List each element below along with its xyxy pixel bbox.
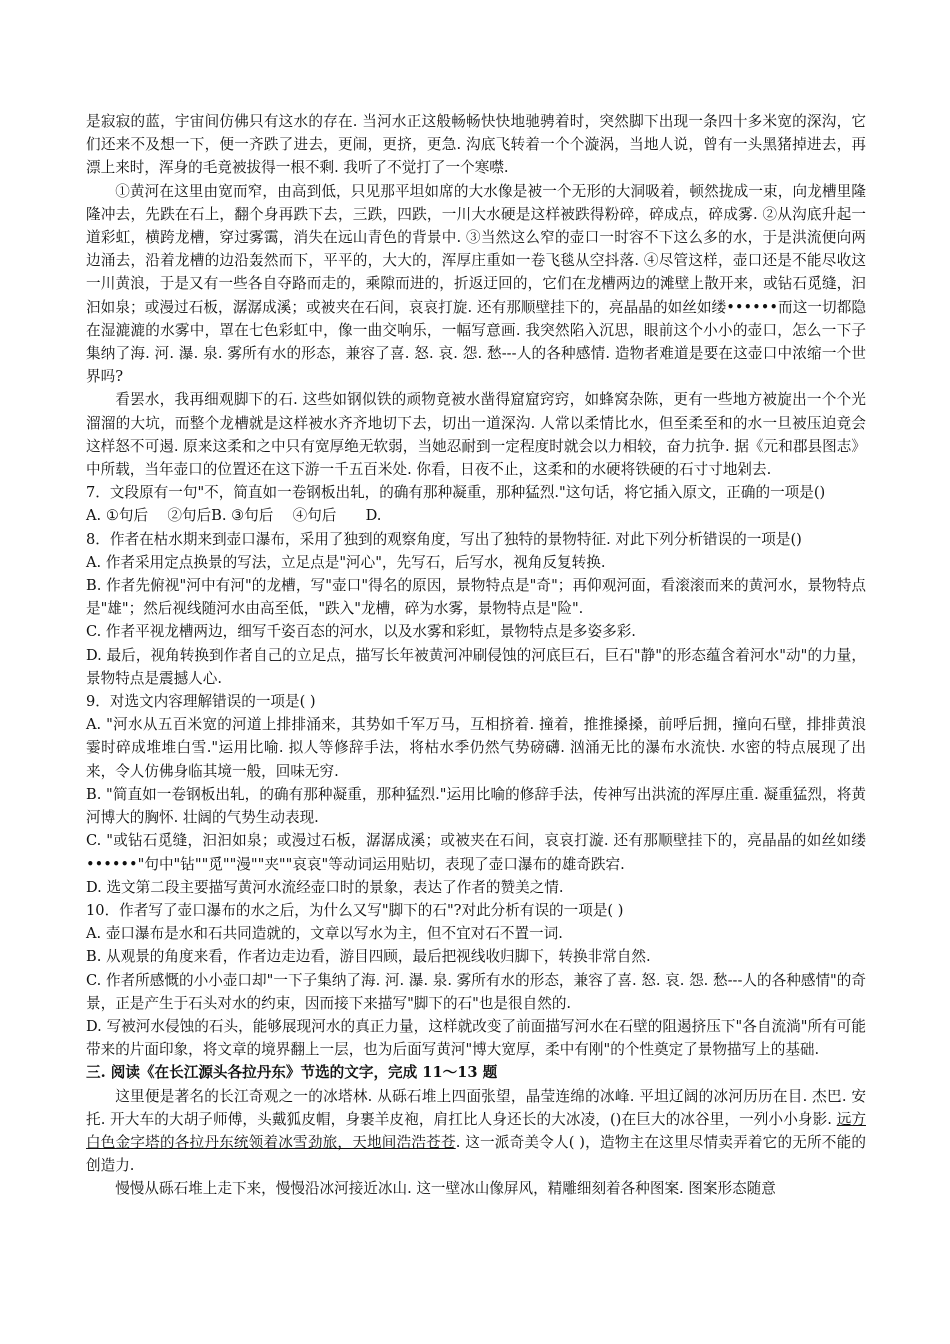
question-10-option-b: B. 从观景的角度来看，作者边走边看，游目四顾，最后把视线收归脚下，转换非常自然. xyxy=(86,948,651,966)
paragraph-ice-tower xyxy=(86,1085,866,1178)
paragraph-ice-tower-tail: . 这一派奇美令人( )，造物主在这里尽情卖弄着它的无所不能的创造力. xyxy=(86,1133,866,1175)
section-three-heading: 三. 阅读《在长江源头各拉丹东》节选的文字，完成 11～13 题 xyxy=(86,1064,498,1082)
question-9-option-d: D. 选文第二段主要描写黄河水流经壶口时的景象，表达了作者的赞美之情. xyxy=(86,878,564,896)
question-8: 8．作者在枯水期来到壶口瀑布，采用了独到的观察角度，写出了独特的景物特征. 对此下列分析错误的一项是() xyxy=(86,530,802,548)
question-9: 9．对选文内容理解错误的一项是( ) xyxy=(86,693,316,711)
question-7: 7．文段原有一句"不，简直如一卷钢板出轧，的确有那种凝重，那种猛烈."这句话，将它插入原文，正确的一项是() xyxy=(86,484,826,502)
document-page xyxy=(86,110,866,1201)
question-10-option-d: D. 写被河水侵蚀的石头，能够展现河水的真正力量，这样就改变了前面描写河水在石壁的阻遏挤压下"各自流淌"所有可能带来的片面印象，将文章的境界翻上一层，也为后面写黄河"博大宽厚，柔中有刚"的个性奠定了景物描写上的基础. xyxy=(86,1017,866,1059)
question-8-option-c: C. 作者平视龙槽两边，细写千姿百态的河水，以及水雾和彩虹，景物特点是多姿多彩. xyxy=(86,623,636,641)
question-10: 10．作者写了壶口瀑布的水之后，为什么又写"脚下的石"?对此分析有误的一项是( ) xyxy=(86,901,624,919)
question-8-option-a: A. 作者采用定点换景的写法，立足点是"河心"，先写石，后写水，视角反复转换. xyxy=(86,553,606,571)
question-8-option-b: B. 作者先俯视"河中有河"的龙槽，写"壶口"得名的原因，景物特点是"奇"；再仰观河面，看滚滚而来的黄河水，景物特点是"雄"；然后视线随河水由高至低，"跌入"龙槽，碎为水雾，景物特点是"险". xyxy=(86,577,866,618)
underlined-sentence: 远方白色金字塔的各拉丹东统领着冰雪劲旅，天地间浩浩苍苍 xyxy=(86,1110,866,1151)
paragraph-continued: 是寂寂的蓝，宇宙间仿佛只有这水的存在. 当河水正这般畅畅快快地驰骋着时，突然脚下出现一条四十多米宽的深沟，它们还来不及想一下，便一齐跌了进去，更闹，更挤，更急. 沟底飞转着一个个漩涡，当地人说，曾有一头黑猪掉进去，再漂上来时，浑身的毛竟被拔得一根不剩. 我听了不觉打了一个寒噤. xyxy=(86,113,866,177)
paragraph-huanghe: ①黄河在这里由宽而窄，由高到低，只见那平坦如席的大水像是被一个无形的大洞吸着，顿然拢成一束，向龙槽里隆隆冲去，先跌在石上，翻个身再跌下去，三跌，四跌，一川大水硬是这样被跌得粉碎，碎成点，碎成雾. ②从沟底升起一道彩虹，横跨龙槽，穿过雾霭，消失在远山青色的背景中. ③当然这么窄的壶口一时容不下这么多的水，于是洪流便向两边涌去，沿着龙槽的边沿轰然而下，平平的，大大的，浑厚庄重如一卷飞毯从空抖落. ④尽管这样，壶口还是不能尽收这一川黄浪，于是又有一些各自夺路而走的，乘隙而进的，折返迂回的，它们在龙槽两边的滩壁上散开来，或钻石觅缝，汩汩如泉；或漫过石板，潺潺成溪；或被夹在石间，哀哀打旋. 还有那顺壁挂下的，亮晶晶的如丝如缕••••••而这一切都隐在湿漉漉的水雾中，罩在七色彩虹中，像一曲交响乐，一幅写意画. 我突然陷入沉思，眼前这个小小的壶口，怎么一下子集纳了海. 河. 瀑. 泉. 雾所有水的形态，兼容了喜. 怒. 哀. 怨. 愁---人的各种感情. 造物者难道是要在这壶口中浓缩一个世界吗? xyxy=(86,182,866,386)
question-8-option-d: D. 最后，视角转换到作者自己的立足点，描写长年被黄河冲刷侵蚀的河底巨石，巨石"静"的形态蕴含着河水"动"的力量，景物特点是震撼人心. xyxy=(86,646,866,687)
question-9-option-a: A. "河水从五百米宽的河道上排排涌来，其势如千军万马，互相挤着. 撞着，推推搡搡，前呼后拥，撞向石壁，排排黄浪霎时碎成堆堆白雪."运用比喻. 拟人等修辞手法，将枯水季仍然气势磅礴. 汹涌无比的瀑布水流快. 水密的特点展现了出来，令人仿佛身临其境一般，回味无穷. xyxy=(86,716,866,780)
question-9-option-b: B. "简直如一卷钢板出轧，的确有那种凝重，那种猛烈."运用比喻的修辞手法，传神写出洪流的浑厚庄重. 凝重猛烈，将黄河博大的胸怀. 壮阔的气势生动表现. xyxy=(86,785,866,827)
question-10-option-c: C. 作者所感慨的小小壶口却"一下子集纳了海. 河. 瀑. 泉. 雾所有水的形态，兼容了喜. 怒. 哀. 怨. 愁---人的各种感情"的奇景，正是产生于石头对水的约束，因而接下来描写"脚下的石"也是很自然的. xyxy=(86,971,866,1012)
paragraph-ice-tower-text: 这里便是著名的长江奇观之一的冰塔林. 从砾石堆上四面张望，晶莹连绵的冰峰. 平坦辽阔的冰河历历在目. 杰巴. 安托. 开大车的大胡子师傅，头戴狐皮帽，身裹羊皮袍，肩扛比人身还长的大冰凌，()在巨大的冰谷里，一列小小身影. xyxy=(86,1087,866,1128)
paragraph-ice-mountain: 慢慢从砾石堆上走下来，慢慢沿冰河接近冰山. 这一壁冰山像屏风，精雕细刻着各种图案. 图案形态随意 xyxy=(115,1180,776,1198)
question-10-option-a: A. 壶口瀑布是水和石共同造就的，文章以写水为主，但不宜对石不置一词. xyxy=(86,925,563,943)
paragraph-stone: 看罢水，我再细观脚下的石. 这些如钢似铁的顽物竟被水凿得窟窟窍窍，如蜂窝杂陈，更有一些地方被旋出一个个光溜溜的大坑，而整个龙槽就是这样被水齐齐地切下去，切出一道深沟. 人常以柔情比水，但至柔至和的水一旦被压迫竟会这样怒不可遏. 原来这柔和之中只有宽厚绝无软弱，当她忍耐到一定程度时就会以力相较，奋力抗争. 据《元和郡县图志》中所载，当年壶口的位置还在这下游一千五百米处. 你看，日夜不止，这柔和的水硬将铁硬的石寸寸地剁去. xyxy=(86,391,866,479)
question-7-options: A. ①句后 ②句后B. ③句后 ④句后 D. xyxy=(86,507,382,525)
question-9-option-c: C. "或钻石觅缝，汩汩如泉；或漫过石板，潺潺成溪；或被夹在石间，哀哀打漩. 还有那顺壁挂下的，亮晶晶的如丝如缕••••••"句中"钻""觅""漫""夹""哀哀"等动词运用贴切，表现了壶口瀑布的雄奇跌宕. xyxy=(86,832,866,873)
